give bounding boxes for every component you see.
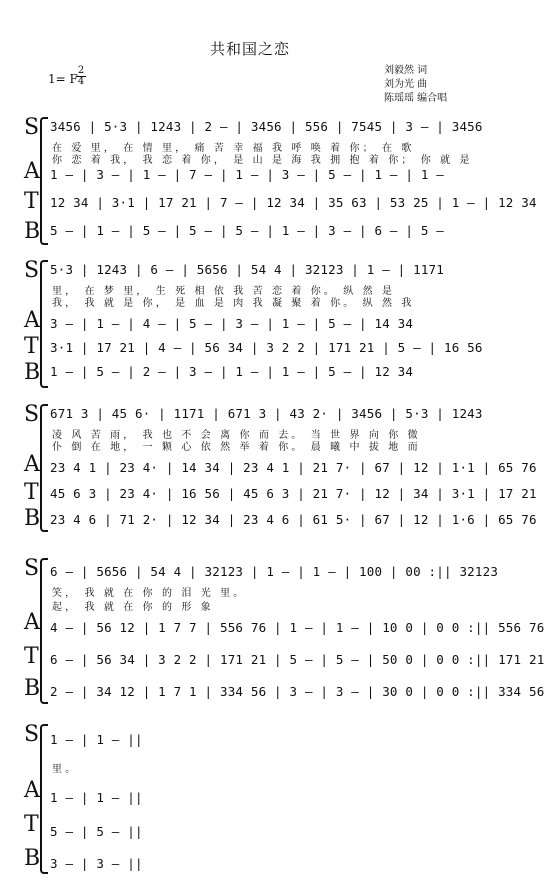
label-alto: A (24, 452, 40, 477)
score-system-5 (18, 722, 484, 872)
score-system-3 (18, 402, 537, 532)
label-alto: A (24, 778, 40, 803)
label-bass: B (24, 360, 41, 385)
tenor-line: 45 6 3 | 23 4· | 16 56 | 45 6 3 | 21 7· | 12 | 34 | 3·1 | 17 21 (50, 486, 537, 501)
system-bracket (40, 404, 48, 532)
lyric-verse-1: 里。 (52, 764, 79, 775)
lyric-verse-1: 凌 风 苦 雨， 我 也 不 会 离 你 而 去。 当 世 界 向 你 微 (52, 430, 421, 441)
label-tenor: T (24, 334, 39, 359)
song-title: 共和国之恋 (209, 40, 290, 58)
label-tenor: T (24, 480, 39, 505)
credit-composer: 刘为光 曲 (384, 79, 428, 90)
label-alto: A (24, 159, 40, 184)
soprano-line: 6 — | 5656 | 54 4 | 32123 | 1 — | 1 — | 100 | 00 :|| 32123 (50, 564, 499, 579)
lyric-verse-2: 你 恋 着 我， 我 恋 着 你， 是 山 是 海 我 拥 抱 着 你； 你 就 是 (52, 155, 473, 166)
tenor-line: 5 — | 5 — || (50, 824, 143, 839)
tenor-line: 6 — | 56 34 | 3 2 2 | 171 21 | 5 — | 5 — | 50 0 | 0 0 :|| 171 21 (50, 652, 544, 667)
label-tenor: T (24, 189, 39, 214)
soprano-line: 671 3 | 45 6· | 1171 | 671 3 | 43 2· | 3456 | 5·3 | 1243 (50, 406, 483, 421)
soprano-line: 5·3 | 1243 | 6 — | 5656 | 54 4 | 32123 | 1 — | 1171 (50, 262, 445, 277)
credit-lyricist: 刘毅然 词 (384, 65, 428, 76)
credit-arranger: 陈瑶瑶 编合唱 (384, 93, 448, 104)
score-system-4 (18, 556, 544, 704)
bass-line: 5 — | 1 — | 5 — | 5 — | 5 — | 1 — | 3 — | 6 — | 5 — (50, 223, 445, 238)
label-bass: B (24, 506, 41, 531)
tenor-line: 3·1 | 17 21 | 4 — | 56 34 | 3 2 2 | 171 21 | 5 — | 16 56 (50, 340, 483, 355)
credits (384, 64, 447, 106)
label-tenor: T (24, 644, 39, 669)
lyric-verse-1: 里， 在 梦 里， 生 死 相 依 我 苦 恋 着 你。 纵 然 是 (52, 286, 396, 297)
label-soprano: S (24, 556, 40, 581)
time-top: 2 (77, 65, 85, 76)
alto-line: 4 — | 56 12 | 1 7 7 | 556 76 | 1 — | 1 — | 10 0 | 0 0 :|| 556 76 (50, 620, 544, 635)
lyric-verse-2: 我， 我 就 是 你， 是 血 是 肉 我 凝 聚 着 你。 纵 然 我 (52, 298, 415, 309)
system-bracket (40, 724, 48, 874)
system-bracket (40, 558, 48, 704)
alto-line: 23 4 1 | 23 4· | 14 34 | 23 4 1 | 21 7· | 67 | 12 | 1·1 | 65 76 (50, 460, 537, 475)
label-soprano: S (24, 402, 40, 427)
label-tenor: T (24, 812, 39, 837)
bass-line: 2 — | 34 12 | 1 7 1 | 334 56 | 3 — | 3 — | 30 0 | 0 0 :|| 334 56 (50, 684, 544, 699)
label-bass: B (24, 219, 41, 244)
label-bass: B (24, 676, 41, 701)
key-signature: 1= F (48, 72, 78, 86)
label-bass: B (24, 846, 41, 871)
system-bracket (40, 117, 48, 245)
label-soprano: S (24, 722, 40, 747)
label-soprano: S (24, 258, 40, 283)
bass-line: 3 — | 3 — || (50, 856, 143, 871)
alto-line: 1 — | 3 — | 1 — | 7 — | 1 — | 3 — | 5 — | 1 — | 1 — (50, 167, 445, 182)
score-system-1 (18, 115, 537, 245)
system-bracket (40, 260, 48, 388)
soprano-line: 1 — | 1 — || (50, 732, 143, 747)
bass-line: 23 4 6 | 71 2· | 12 34 | 23 4 6 | 61 5· | 67 | 12 | 1·6 | 65 76 (50, 512, 537, 527)
score-system-2 (18, 258, 484, 388)
time-bottom: 4 (77, 76, 85, 87)
label-alto: A (24, 308, 40, 333)
label-soprano: S (24, 115, 40, 140)
alto-line: 3 — | 1 — | 4 — | 5 — | 3 — | 1 — | 5 — | 14 34 (50, 316, 414, 331)
soprano-line: 3456 | 5·3 | 1243 | 2 — | 3456 | 556 | 7545 | 3 — | 3456 (50, 119, 483, 134)
lyric-verse-2: 仆 倒 在 地， 一 颗 心 依 然 举 着 你。 晨 曦 中 拔 地 而 (52, 442, 421, 453)
bass-line: 1 — | 5 — | 2 — | 3 — | 1 — | 1 — | 5 — | 12 34 (50, 364, 414, 379)
tenor-line: 12 34 | 3·1 | 17 21 | 7 — | 12 34 | 35 63 | 53 25 | 1 — | 12 34 (50, 195, 537, 210)
time-signature (76, 66, 86, 87)
alto-line: 1 — | 1 — || (50, 790, 143, 805)
lyric-verse-1: 笑， 我 就 在 你 的 泪 光 里。 (52, 588, 247, 599)
label-alto: A (24, 610, 40, 635)
lyric-verse-1: 在 爱 里， 在 情 里， 痛 苦 幸 福 我 呼 唤 着 你； 在 歌 (52, 143, 415, 154)
lyric-verse-2: 起， 我 就 在 你 的 形 象 (52, 602, 214, 613)
